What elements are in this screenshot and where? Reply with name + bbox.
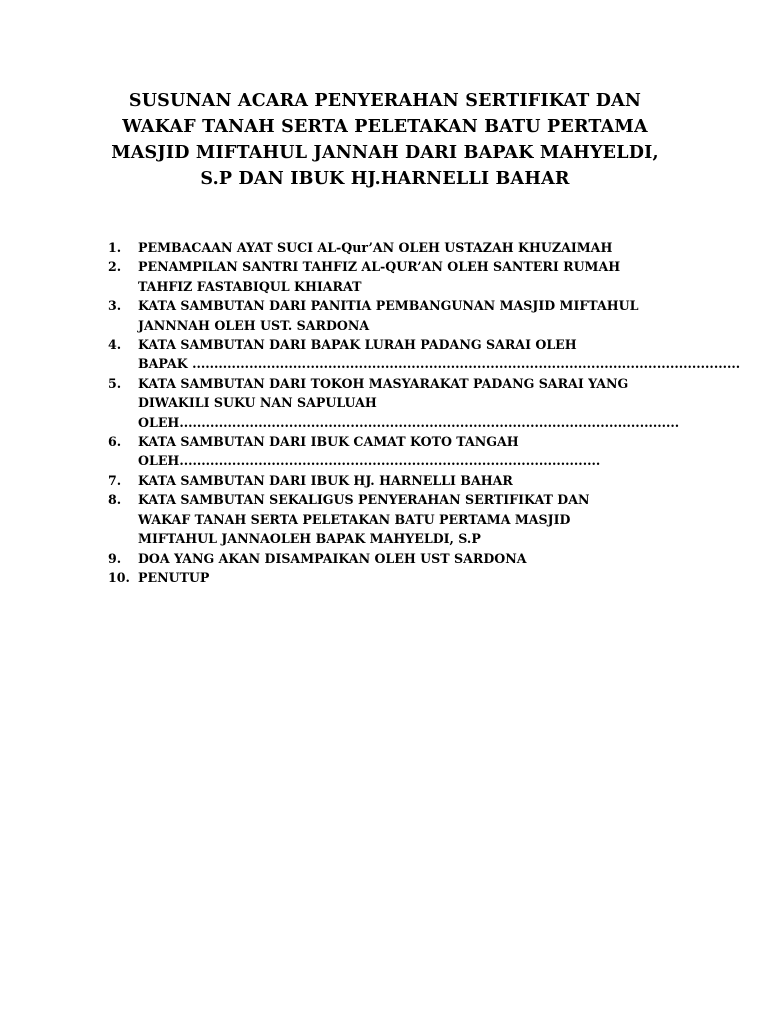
title-line: SUSUNAN ACARA PENYERAHAN SERTIFIKAT DAN — [128, 91, 642, 111]
agenda-item-text: DIWAKILI SUKU NAN SAPULUAH — [138, 395, 377, 411]
agenda-item-number: 2. — [108, 259, 122, 275]
agenda-item — [108, 238, 688, 257]
agenda-item-text: KATA SAMBUTAN DARI TOKOH MASYARAKAT PADANG SARAI YANG — [138, 375, 629, 391]
agenda-item-text: PENUTUP — [138, 569, 210, 585]
agenda-item — [108, 490, 688, 548]
agenda-item-text: DOA YANG AKAN DISAMPAIKAN OLEH UST SARDONA — [138, 550, 527, 566]
agenda-item-number: 3. — [108, 298, 122, 314]
agenda-item-text: OLEH.................................................................................................................. — [138, 414, 680, 430]
agenda-item-number: 5. — [108, 375, 122, 391]
agenda-item — [108, 257, 688, 296]
agenda-item-text: WAKAF TANAH SERTA PELETAKAN BATU PERTAMA MASJID — [138, 511, 571, 527]
document-title — [90, 88, 680, 192]
agenda-item — [108, 568, 688, 587]
agenda-item — [108, 549, 688, 568]
agenda-item-text: KATA SAMBUTAN DARI IBUK CAMAT KOTO TANGAH — [138, 434, 519, 450]
agenda-item-number: 1. — [108, 240, 122, 255]
agenda-item-text: BAPAK ............................................................................................................................. — [138, 356, 741, 372]
agenda-list — [108, 238, 741, 587]
agenda-item-number: 10. — [108, 569, 130, 585]
agenda-item-number: 7. — [108, 472, 122, 488]
agenda-item-text: PEMBACAAN AYAT SUCI AL-Qur’AN OLEH USTAZAH KHUZAIMAH — [138, 240, 613, 255]
agenda-item-text: KATA SAMBUTAN DARI PANITIA PEMBANGUNAN MASJID MIFTAHUL — [138, 298, 639, 314]
agenda-item-text: MIFTAHUL JANNAOLEH BAPAK MAHYELDI, S.P — [138, 531, 481, 547]
agenda-item-text: OLEH................................................................................................ — [138, 453, 601, 469]
agenda-item — [108, 335, 741, 374]
title-line: WAKAF TANAH SERTA PELETAKAN BATU PERTAMA — [122, 117, 648, 137]
agenda-item-number: 9. — [108, 550, 122, 566]
agenda-item-number: 8. — [108, 492, 122, 508]
agenda-item — [108, 374, 688, 432]
agenda-item — [108, 296, 688, 335]
agenda-item-text: PENAMPILAN SANTRI TAHFIZ AL-QUR’AN OLEH SANTERI RUMAH — [138, 259, 621, 275]
agenda-item — [108, 471, 688, 490]
agenda-item-text: JANNNAH OLEH UST. SARDONA — [138, 317, 370, 333]
agenda-item — [108, 432, 688, 471]
agenda-item-text: KATA SAMBUTAN DARI BAPAK LURAH PADANG SARAI OLEH — [138, 337, 577, 353]
agenda-item-text: KATA SAMBUTAN SEKALIGUS PENYERAHAN SERTIFIKAT DAN — [138, 492, 590, 508]
agenda-item-number: 6. — [108, 434, 122, 450]
title-line: S.P DAN IBUK HJ.HARNELLI BAHAR — [200, 169, 570, 189]
agenda-item-text: KATA SAMBUTAN DARI IBUK HJ. HARNELLI BAHAR — [138, 472, 513, 488]
agenda-item-number: 4. — [108, 337, 122, 353]
agenda-item-text: TAHFIZ FASTABIQUL KHIARAT — [138, 278, 362, 294]
title-line: MASJID MIFTAHUL JANNAH DARI BAPAK MAHYELDI, — [111, 143, 659, 163]
